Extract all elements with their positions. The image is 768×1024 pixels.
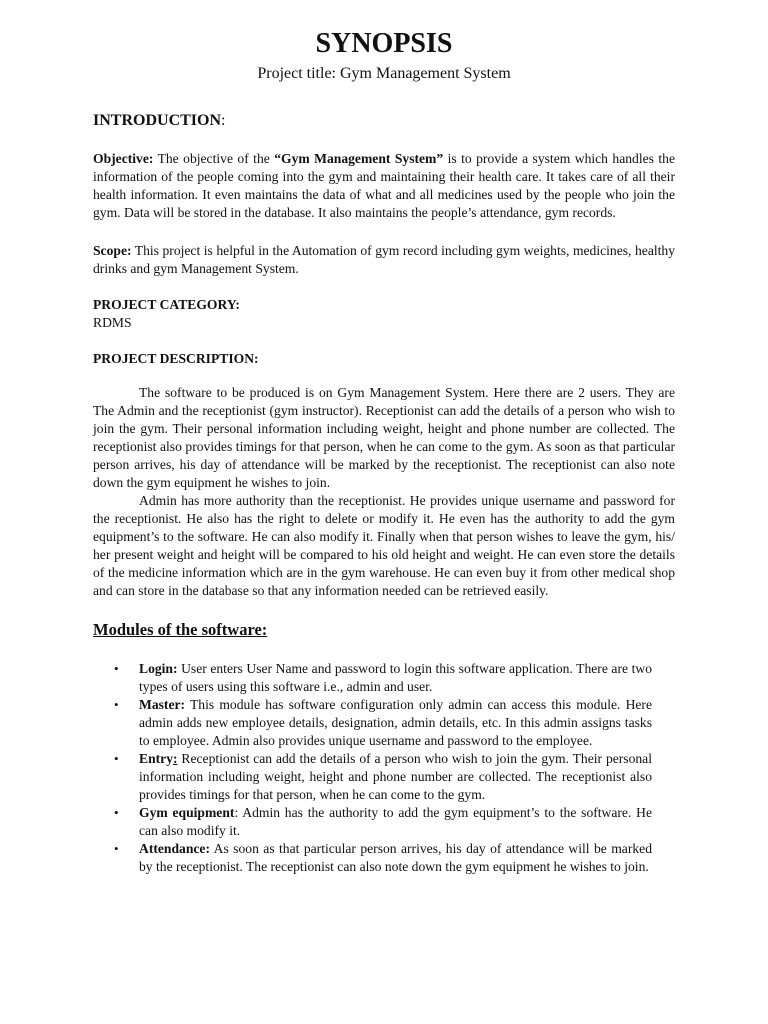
bullet-icon: • xyxy=(114,661,119,676)
document-page xyxy=(93,26,675,876)
objective-label: Objective: xyxy=(93,151,154,166)
modules-list xyxy=(114,660,652,876)
project-category-value: RDMS xyxy=(93,315,132,330)
bullet-icon: • xyxy=(114,697,119,712)
module-item-entry xyxy=(114,750,652,804)
module-label-suffix: : xyxy=(172,751,178,766)
objective-text-before: The objective of the xyxy=(153,151,275,166)
module-text: Receptionist can add the details of a person who wish to join the gym. Their personal information including weight, height and phone number are collected. The receptionist also provides timings for that person, when he can come to the gym. xyxy=(139,751,652,802)
project-title: Project title: Gym Management System xyxy=(257,65,511,82)
introduction-heading xyxy=(93,112,675,130)
project-description-paragraph-2: Admin has more authority than the receptionist. He provides unique username and password for the receptionist. He also has the right to delete or modify it. He even has the authority to add the gym equipment’s to the software. He can also modify it. Finally when that person wishes to leave the gym, his/ her present weight and height will be compared to his old height and weight. He can even store the details of the medicine information which are in the gym warehouse. He can even buy it from other medical shop and can store in the database so that any information needed can be retrieved easily. xyxy=(93,493,675,598)
project-description-heading: PROJECT DESCRIPTION: xyxy=(93,351,259,366)
module-item-login xyxy=(114,660,652,696)
module-label: Entry xyxy=(139,751,173,766)
scope-text: This project is helpful in the Automation of gym record including gym weights, medicines, healthy drinks and gym Management System. xyxy=(93,243,675,276)
scope-paragraph xyxy=(93,242,675,278)
objective-quoted-title: “Gym Management System” xyxy=(274,151,444,166)
project-description-paragraph-1: The software to be produced is on Gym Management System. Here there are 2 users. They are The Admin and the receptionist (gym instructor). Receptionist can add the details of a person who wish to join the gym. Their personal information including weight, height and phone number are collected. The receptionist also provides timings for that person, when he can come to the gym. As soon as that particular person arrives, his day of attendance will be marked by the receptionist. The receptionist can also note down the gym equipment he wishes to join. xyxy=(93,385,675,490)
scope-label: Scope: xyxy=(93,243,132,258)
objective-paragraph xyxy=(93,150,675,222)
module-text: : Admin has the authority to add the gym equipment’s to the software. He can also modify it. xyxy=(139,805,653,838)
module-text: As soon as that particular person arrives, his day of attendance will be marked by the receptionist. The receptionist can also note down the gym equipment he wishes to join. xyxy=(139,841,652,874)
introduction-heading-colon: : xyxy=(221,112,226,129)
module-label: Master: xyxy=(139,697,186,712)
module-item-master xyxy=(114,696,652,750)
module-item-attendance xyxy=(114,840,652,876)
document-title: SYNOPSIS xyxy=(315,28,453,59)
module-text: This module has software configuration only admin can access this module. Here admin adds new employee details, designation, admin details, etc. In this admin assigns tasks to employee. Admin also provides unique username and password to the employee. xyxy=(139,697,652,748)
objective-text-after: is to provide a system which handles the information of the people coming into the gym and maintaining their health care. It takes care of all their health information. It even maintains the data of what and all medicines used by the people who join the gym. Data will be stored in the database. It also maintains the people’s attendance, gym records. xyxy=(93,151,675,220)
modules-heading: Modules of the software: xyxy=(93,620,268,639)
project-category-heading: PROJECT CATEGORY: xyxy=(93,297,240,312)
module-label: Attendance: xyxy=(139,841,210,856)
module-item-gym-equipment xyxy=(114,804,652,840)
module-text: User enters User Name and password to login this software application. There are two types of users using this software i.e., admin and user. xyxy=(139,661,652,694)
bullet-icon: • xyxy=(114,841,119,856)
bullet-icon: • xyxy=(114,805,119,820)
introduction-heading-text: INTRODUCTION xyxy=(93,112,222,129)
module-label: Login: xyxy=(139,661,178,676)
bullet-icon: • xyxy=(114,751,119,766)
module-label: Gym equipment xyxy=(139,805,235,820)
